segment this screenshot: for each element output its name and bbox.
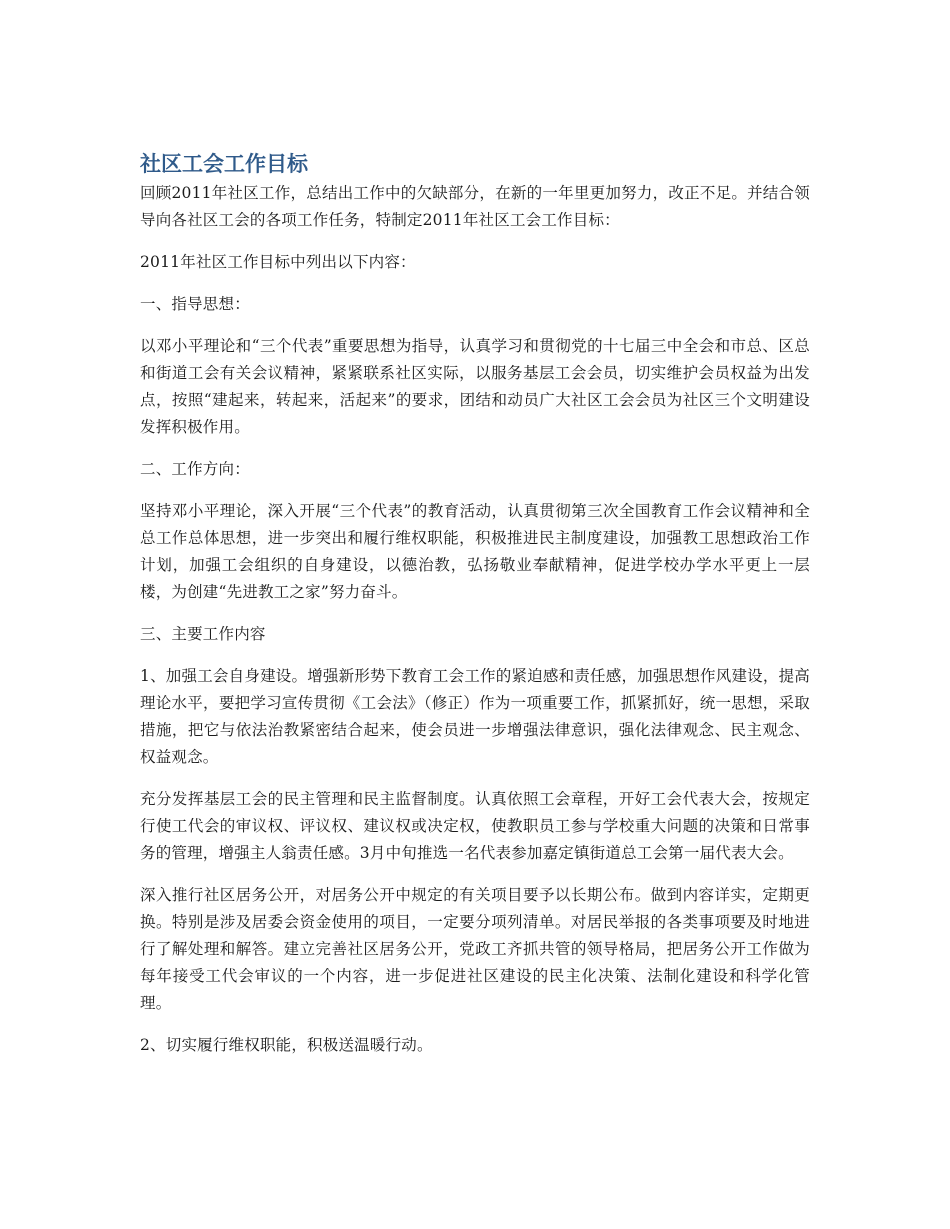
- paragraph-item-1: 1、加强工会自身建设。增强新形势下教育工会工作的紧迫感和责任感，加强思想作风建设，提高理论水平，要把学习宣传贯彻《工会法》（修正）作为一项重要工作，抓紧抓好，统一思想，采取措施，把它与依法治教紧密结合起来，使会员进一步增强法律意识，强化法律观念、民主观念、权益观念。: [140, 667, 810, 766]
- document-page: [140, 150, 810, 1074]
- paragraph-work-direction: 坚持邓小平理论，深入开展“三个代表”的教育活动，认真贯彻第三次全国教育工作会议精神和全总工作总体思想，进一步突出和履行维权职能，积极推进民主制度建设，加强教工思想政治工作计划，加强工会组织的自身建设，以德治教，弘扬敬业奉献精神，促进学校办学水平更上一层楼，为创建“先进教工之家”努力奋斗。: [140, 502, 810, 601]
- paragraph-affairs-disclosure: 深入推行社区居务公开，对居务公开中规定的有关项目要予以长期公布。做到内容详实，定期更换。特别是涉及居委会资金使用的项目，一定要分项列清单。对居民举报的各类事项要及时地进行了解处理和解答。建立完善社区居务公开，党政工齐抓共管的领导格局，把居务公开工作做为每年接受工代会审议的一个内容，进一步促进社区建设的民主化决策、法制化建设和科学化管理。: [140, 886, 810, 1012]
- paragraph-intro: 回顾2011年社区工作，总结出工作中的欠缺部分，在新的一年里更加努力，改正不足。并结合领导向各社区工会的各项工作任务，特制定2011年社区工会工作目标：: [140, 184, 810, 229]
- paragraph-democratic-management: 充分发挥基层工会的民主管理和民主监督制度。认真依照工会章程，开好工会代表大会，按规定行使工代会的审议权、评议权、建议权或决定权，使教职员工参与学校重大问题的决策和日常事务的管理，增强主人翁责任感。3月中旬推选一名代表参加嘉定镇街道总工会第一届代表大会。: [140, 790, 810, 862]
- heading-main-work: 三、主要工作内容: [140, 625, 266, 643]
- heading-guiding-ideology: 一、指导思想：: [140, 295, 250, 313]
- paragraph-goals-list: 2011年社区工作目标中列出以下内容：: [140, 253, 416, 271]
- paragraph-guiding-ideology: 以邓小平理论和“三个代表”重要思想为指导，认真学习和贯彻党的十七届三中全会和市总、区总和街道工会有关会议精神，紧紧联系社区实际，以服务基层工会会员，切实维护会员权益为出发点，按照“建起来，转起来，活起来”的要求，团结和动员广大社区工会会员为社区三个文明建设发挥积极作用。: [140, 337, 810, 436]
- document-title: 社区工会工作目标: [140, 152, 308, 176]
- heading-work-direction: 二、工作方向：: [140, 460, 250, 478]
- paragraph-item-2: 2、切实履行维权职能，积极送温暖行动。: [140, 1036, 433, 1054]
